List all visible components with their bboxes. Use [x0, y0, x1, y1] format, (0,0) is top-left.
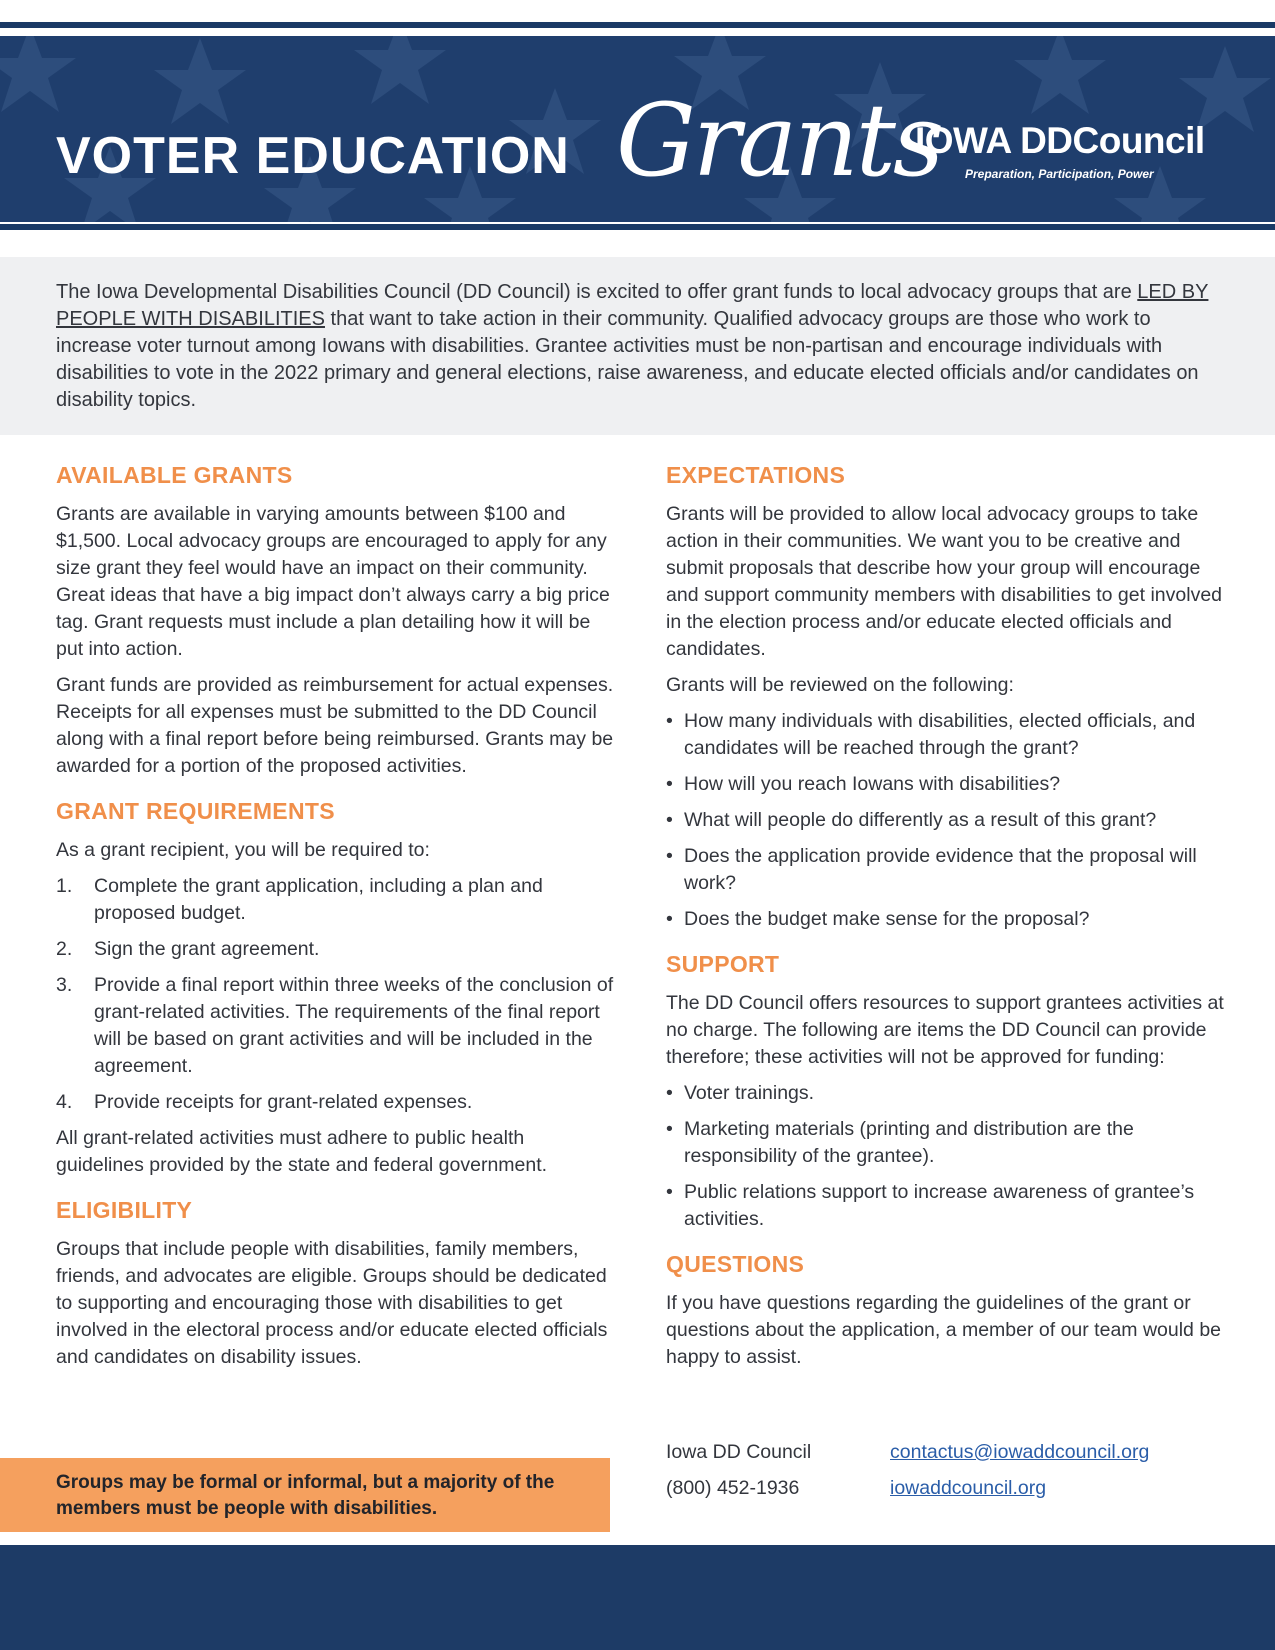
intro-text-end: that want to take action in their community. Qualified advocacy groups are those who work to increase voter turnout among Iowans with disabilities. Grantee activities must be non-partisan and encourage individuals with disabilities to vote in the 2022 primary and general elections, raise awareness, and educate elected officials and/or candidates on disability topics. [56, 308, 1199, 411]
list-item-text: Provide receipts for grant-related expenses. [94, 1091, 473, 1113]
list-item [56, 936, 616, 963]
footer-band [0, 1545, 1275, 1650]
questions-paragraph: If you have questions regarding the guidelines of the grant or questions about the application, a member of our team would be happy to assist. [666, 1292, 1222, 1368]
section-questions [666, 1251, 1226, 1371]
review-criteria-list [666, 708, 1226, 933]
list-item: • Public relations support to increase awareness of grantee’s activities. [666, 1179, 1226, 1233]
heading-grant-requirements: GRANT REQUIREMENTS [56, 798, 335, 824]
header-rule-bottom [0, 224, 1275, 230]
expectations-paragraph-1: Grants will be provided to allow local advocacy groups to take action in their communities. We want you to be creative and submit proposals that describe how your group will encourage and support community members with disabilities to get involved in the election process and/or educate elected officials and candidates. [666, 503, 1223, 660]
title-grants-script: Grants [616, 82, 942, 199]
requirements-closing: All grant-related activities must adhere to public health guidelines provided by the state and federal government. [56, 1127, 548, 1176]
list-number: 2. [56, 938, 73, 960]
logo-iowa-ddcouncil: IOWA DDCouncil [915, 120, 1205, 161]
list-item-text: Provide a final report within three weeks of the conclusion of grant-related activities. The requirements of the final report will be based on grant activities and will be included in the agreement. [94, 974, 614, 1077]
section-available-grants [56, 462, 616, 780]
requirements-list [56, 873, 616, 1116]
list-item [56, 873, 616, 927]
right-column [666, 462, 1226, 1380]
left-column [56, 462, 616, 1380]
list-number: 3. [56, 974, 73, 996]
section-expectations [666, 462, 1226, 933]
heading-questions: QUESTIONS [666, 1251, 805, 1277]
heading-available-grants: AVAILABLE GRANTS [56, 462, 293, 488]
list-item-text: Sign the grant agreement. [94, 938, 320, 960]
contact-phone: (800) 452-1936 [666, 1477, 800, 1499]
list-item-text: Complete the grant application, including a plan and proposed budget. [94, 875, 543, 924]
list-item: • Voter trainings. [666, 1080, 1226, 1107]
callout-text: Groups may be formal or informal, but a majority of the members must be people with disabilities. [56, 1472, 555, 1519]
available-paragraph-2: Grant funds are provided as reimbursement for actual expenses. Receipts for all expenses must be submitted to the DD Council along with a final report before being reimbursed. Grants may be awarded for a portion of the proposed activities. [56, 674, 614, 777]
title-voter-education: VOTER EDUCATION [56, 127, 570, 185]
list-item: • How many individuals with disabilities, elected officials, and candidates will be reached through the grant? [666, 708, 1226, 762]
section-eligibility [56, 1197, 616, 1371]
support-paragraph: The DD Council offers resources to support grantees activities at no charge. The following are items the DD Council can provide therefore; these activities will not be approved for funding: [666, 992, 1224, 1068]
top-margin [0, 0, 1275, 22]
contact-org: Iowa DD Council [666, 1441, 812, 1463]
intro-emphasis: LED BY PEOPLE WITH DISABILITIES [56, 281, 1209, 330]
list-item: • How will you reach Iowans with disabilities? [666, 771, 1226, 798]
section-support [666, 951, 1226, 1233]
heading-support: SUPPORT [666, 951, 780, 977]
expectations-paragraph-2: Grants will be reviewed on the following: [666, 674, 1014, 696]
available-paragraph-1: Grants are available in varying amounts between $100 and $1,500. Local advocacy groups are encouraged to apply for any size grant they feel would have an impact on their community. Great ideas that have a big impact don’t always carry a big price tag. Grant requests must include a plan detailing how it will be put into action. [56, 503, 610, 660]
list-item: • Does the application provide evidence that the proposal will work? [666, 843, 1226, 897]
contact-email-link[interactable]: contactus@iowaddcouncil.org [890, 1441, 1150, 1463]
intro-text-start: The Iowa Developmental Disabilities Council (DD Council) is excited to offer grant funds to local advocacy groups that are [56, 281, 1138, 303]
eligibility-paragraph: Groups that include people with disabilities, family members, friends, and advocates are eligible. Groups should be dedicated to supporting and encouraging those with disabilities to get involved in the electoral process and/or educate elected officials and candidates on disability issues. [56, 1238, 608, 1368]
logo-tagline: Preparation, Participation, Power [965, 167, 1154, 181]
requirements-intro: As a grant recipient, you will be required to: [56, 839, 430, 861]
list-item [56, 972, 616, 1080]
list-item [56, 1089, 616, 1116]
list-item: • Does the budget make sense for the proposal? [666, 906, 1226, 933]
list-number: 4. [56, 1091, 73, 1113]
eligibility-callout [0, 1458, 610, 1532]
list-number: 1. [56, 875, 73, 897]
list-item: • Marketing materials (printing and distribution are the responsibility of the grantee). [666, 1116, 1226, 1170]
intro-panel [0, 257, 1275, 435]
section-grant-requirements [56, 798, 616, 1179]
header-rule-top [0, 22, 1275, 28]
list-item: • What will people do differently as a result of this grant? [666, 807, 1226, 834]
heading-eligibility: ELIGIBILITY [56, 1197, 193, 1223]
heading-expectations: EXPECTATIONS [666, 462, 846, 488]
support-list [666, 1080, 1226, 1233]
contact-website-link[interactable]: iowaddcouncil.org [890, 1477, 1047, 1499]
intro-paragraph [56, 279, 1226, 414]
